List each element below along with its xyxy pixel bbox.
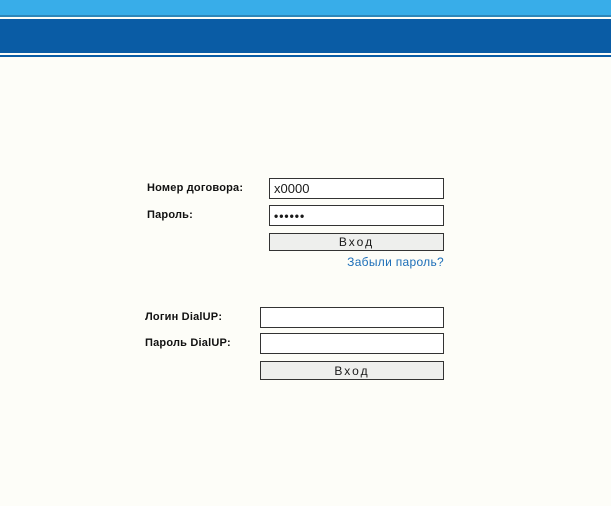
forgot-password-link[interactable]: Забыли пароль?: [347, 255, 444, 269]
password-label: Пароль:: [147, 209, 194, 221]
contract-number-input[interactable]: [269, 178, 444, 199]
dialup-password-input[interactable]: [260, 333, 444, 354]
accent-separator-line: [0, 15, 611, 17]
dialup-login-label: Логин DialUP:: [145, 311, 223, 323]
header-bottom-rule: [0, 55, 611, 57]
contract-number-label: Номер договора:: [147, 182, 244, 194]
password-input[interactable]: [269, 205, 444, 226]
login-button[interactable]: Вход: [269, 233, 444, 251]
dialup-login-input[interactable]: [260, 307, 444, 328]
top-accent-bar: [0, 0, 611, 15]
dialup-password-label: Пароль DialUP:: [145, 337, 231, 349]
dialup-login-button[interactable]: Вход: [260, 361, 444, 380]
main-header-bar: [0, 19, 611, 53]
